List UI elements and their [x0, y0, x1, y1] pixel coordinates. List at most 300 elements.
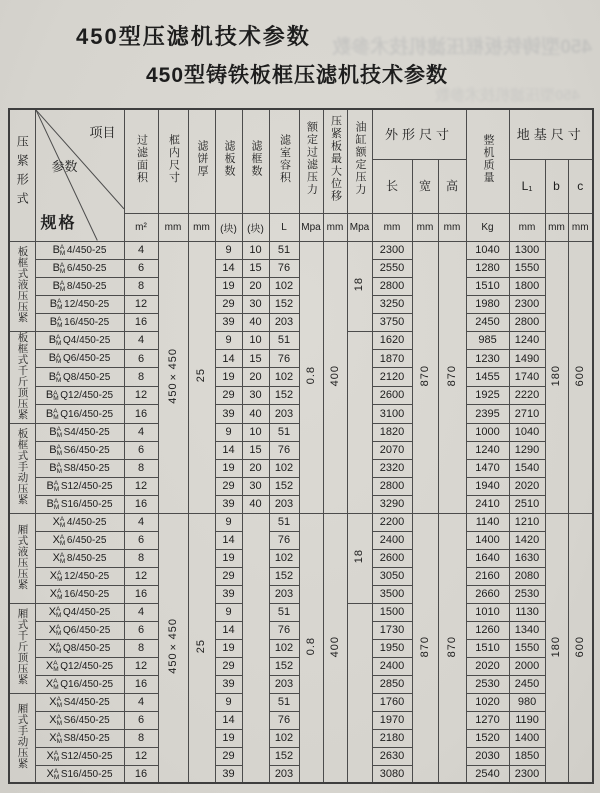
l1-cell — [509, 675, 545, 693]
length-cell — [372, 585, 412, 603]
weight-cell-value: 1980 — [475, 298, 500, 310]
length-cell — [372, 259, 412, 277]
model-code: Q12/450-25 — [60, 660, 114, 672]
model-prefix: X — [45, 677, 54, 690]
weight-cell — [466, 241, 509, 259]
model-prefix: B — [46, 479, 54, 492]
filter-area-cell — [124, 765, 158, 783]
filter-area-cell — [124, 241, 158, 259]
model-sup: A — [53, 408, 58, 416]
plate-count-cell-value: 39 — [222, 588, 235, 600]
chamber-volume-cell-value: 152 — [274, 389, 294, 402]
l1-cell — [509, 241, 545, 259]
frame-inner-size-cell-value: 450×450 — [166, 618, 179, 675]
model-code: 6/450-25 — [66, 534, 107, 546]
model-prefix: B — [48, 352, 57, 365]
weight-cell-value: 1520 — [475, 732, 500, 744]
chamber-volume-cell — [269, 368, 299, 386]
weight-cell — [466, 441, 509, 459]
table-row — [9, 513, 593, 531]
model-sup-sub — [60, 535, 67, 546]
weight-cell-value: 1510 — [475, 642, 500, 654]
l1-cell — [509, 277, 545, 295]
model-code: Q16/450-25 — [60, 678, 114, 690]
group-press-form-cell — [9, 603, 35, 693]
group-press-form-cell — [9, 241, 35, 331]
foundation-c-cell-value: 600 — [573, 635, 586, 657]
length-cell-value: 2630 — [379, 750, 405, 762]
weight-cell — [466, 295, 509, 313]
filter-area-cell-value: 8 — [137, 732, 145, 744]
filter-area-cell — [124, 386, 158, 404]
length-cell-value: 1870 — [379, 352, 405, 365]
length-cell-value: 1500 — [379, 606, 405, 618]
model-sup-sub — [60, 553, 67, 564]
group-press-form-cell — [9, 693, 35, 783]
filter-area-cell-value: 6 — [137, 534, 145, 546]
length-cell-value: 2850 — [379, 678, 405, 690]
chamber-volume-cell-value: 203 — [274, 407, 294, 420]
weight-cell — [466, 513, 509, 531]
frame-count-cell-value: 40 — [249, 407, 262, 420]
cylinder-pressure-cell-value: 18 — [353, 277, 365, 292]
corner-label-spec: 规格 — [40, 214, 77, 232]
model-sup-sub — [54, 499, 61, 510]
frame-count-cell-value: 15 — [249, 444, 262, 456]
cylinder-pressure-cell-value: 18 — [353, 549, 365, 564]
plate-count-cell — [215, 495, 242, 513]
length-cell-value: 1950 — [379, 642, 405, 654]
length-cell-value: 3500 — [379, 588, 405, 600]
group-press-form-cell-value: 厢式千斤顶压紧 — [16, 608, 29, 685]
filter-area-cell-value: 6 — [137, 714, 145, 726]
plate-count-cell-value: 14 — [222, 534, 235, 546]
filter-area-cell-value: 4 — [137, 516, 145, 528]
model-prefix: B — [49, 425, 57, 438]
length-cell-value: 2550 — [379, 262, 405, 274]
length-cell — [372, 747, 412, 765]
plate-count-cell-value: 29 — [222, 750, 235, 762]
model-cell — [35, 368, 124, 386]
filter-area-cell-value: 12 — [134, 480, 148, 492]
l1-cell-value: 1300 — [514, 244, 540, 256]
model-cell — [35, 765, 124, 783]
outline-size-header: 外形尺寸 — [372, 109, 466, 159]
length-cell-value: 1730 — [379, 624, 405, 636]
length-cell — [372, 459, 412, 477]
weight-cell-value: 985 — [478, 334, 497, 347]
plate-count-cell — [215, 657, 242, 675]
model-sub: M — [56, 449, 63, 457]
weight-cell — [466, 639, 509, 657]
chamber-volume-cell — [269, 603, 299, 621]
weight-cell-value: 1000 — [475, 426, 500, 438]
frame-count-cell — [242, 477, 269, 495]
model-prefix: X — [52, 551, 60, 564]
l1-cell-value: 980 — [517, 696, 537, 708]
model-code: S16/450-25 — [60, 498, 113, 510]
filter-area-cell-value: 6 — [137, 444, 145, 456]
l1-cell — [509, 621, 545, 639]
plate-count-cell — [215, 549, 242, 567]
plate-count-cell-value: 14 — [222, 624, 235, 636]
chamber-volume-cell — [269, 441, 299, 459]
model-sup: A — [57, 588, 62, 596]
plate-count-cell-value: 9 — [225, 696, 232, 708]
l1-cell — [509, 259, 545, 277]
frame-count-cell — [242, 349, 269, 367]
l1-cell — [509, 349, 545, 367]
unit-b: mm — [545, 213, 568, 241]
cake-thickness-cell-value: 25 — [195, 368, 207, 383]
chamber-volume-cell-value: 152 — [274, 660, 294, 672]
length-cell — [372, 639, 412, 657]
model-sub: M — [59, 539, 66, 547]
length-cell-value: 2180 — [379, 732, 405, 744]
length-cell — [372, 657, 412, 675]
l1-cell — [509, 368, 545, 386]
height-cell — [438, 513, 466, 783]
weight-cell — [466, 531, 509, 549]
weight-cell — [466, 405, 509, 423]
model-sup: A — [53, 498, 59, 506]
weight-cell-value: 1925 — [475, 389, 500, 402]
model-prefix: X — [48, 623, 57, 636]
max-travel-cell-value: 400 — [328, 364, 341, 387]
weight-cell — [466, 657, 509, 675]
plate-count-cell-value: 14 — [222, 352, 235, 365]
frame-count-cell-value: 20 — [249, 280, 262, 292]
filter-area-cell — [124, 477, 158, 495]
filter-area-cell — [124, 459, 158, 477]
length-cell-value: 2600 — [379, 389, 405, 402]
weight-cell-value: 2020 — [475, 660, 500, 672]
weight-cell — [466, 368, 509, 386]
length-cell-value: 2200 — [379, 516, 405, 528]
weight-cell-value: 1240 — [475, 444, 500, 456]
model-code: S12/450-25 — [60, 480, 113, 492]
length-cell — [372, 711, 412, 729]
model-sub: M — [57, 593, 63, 601]
group-press-form-cell-value: 板框式手动压紧 — [16, 428, 29, 505]
rated-pressure-cell — [299, 513, 323, 783]
filter-area-cell-value: 8 — [137, 280, 145, 292]
weight-cell-value: 2030 — [475, 750, 500, 762]
model-cell — [35, 639, 124, 657]
chamber-volume-cell-value: 203 — [274, 588, 294, 600]
model-cell — [35, 513, 124, 531]
plate-count-cell-value: 39 — [222, 498, 235, 510]
unit-cyl-pressure: Mpa — [347, 213, 372, 241]
l1-cell — [509, 729, 545, 747]
chamber-volume-cell — [269, 675, 299, 693]
model-prefix: B — [49, 297, 58, 310]
filter-area-cell-value: 16 — [134, 678, 148, 690]
chamber-volume-cell — [269, 405, 299, 423]
plate-count-cell-value: 39 — [222, 678, 235, 690]
chamber-volume-cell-value: 51 — [277, 696, 291, 708]
weight-cell-value: 1010 — [475, 606, 500, 618]
chamber-volume-cell-value: 51 — [277, 516, 291, 528]
model-prefix: X — [45, 659, 54, 672]
height-cell — [438, 241, 466, 513]
weight-cell-value: 1940 — [475, 480, 500, 492]
model-sup: A — [56, 624, 61, 632]
l1-cell-value: 1550 — [514, 262, 540, 274]
cake-thickness-header: 滤饼厚 — [188, 109, 215, 213]
frame-count-cell — [242, 386, 269, 404]
l1-cell-value: 1240 — [514, 334, 540, 347]
l1-cell-value: 1490 — [514, 352, 540, 365]
weight-cell — [466, 459, 509, 477]
group-press-form-cell-value: 板框式千斤顶压紧 — [16, 331, 29, 420]
model-cell — [35, 747, 124, 765]
l1-cell-value: 2080 — [514, 570, 540, 582]
model-prefix: X — [46, 767, 54, 780]
l1-cell-value: 2800 — [514, 316, 540, 328]
rated-pressure-cell — [299, 241, 323, 513]
max-travel-header: 压紧板最大位移 — [323, 109, 347, 213]
group-press-form-cell — [9, 423, 35, 513]
weight-cell-value: 1020 — [475, 696, 500, 708]
model-sub: M — [56, 611, 62, 619]
weight-cell-value: 2450 — [475, 316, 500, 328]
l1-cell-value: 1040 — [514, 426, 540, 438]
model-code: S6/450-25 — [63, 444, 110, 456]
weight-cell — [466, 603, 509, 621]
frame-count-header: 滤框数 — [242, 109, 269, 213]
model-prefix: B — [45, 389, 54, 402]
chamber-volume-cell-value: 76 — [277, 262, 291, 274]
length-cell-value: 1820 — [379, 426, 405, 438]
model-prefix: X — [48, 605, 57, 618]
chamber-volume-cell — [269, 747, 299, 765]
chamber-volume-cell-value: 76 — [277, 444, 291, 456]
model-sup-sub — [56, 625, 63, 636]
frame-count-cell — [242, 313, 269, 331]
model-sup-sub — [54, 481, 61, 492]
plate-count-cell — [215, 675, 242, 693]
model-sup: A — [59, 262, 65, 270]
weight-cell — [466, 477, 509, 495]
plate-count-cell — [215, 386, 242, 404]
l1-cell — [509, 567, 545, 585]
length-cell — [372, 368, 412, 386]
model-sub: M — [56, 376, 62, 384]
group-press-form-cell — [9, 513, 35, 603]
model-sub: M — [56, 339, 62, 347]
length-cell — [372, 423, 412, 441]
spec-table — [8, 108, 594, 784]
length-cell-value: 2400 — [379, 534, 405, 546]
press-form-header — [9, 109, 35, 241]
length-cell — [372, 567, 412, 585]
filter-area-cell — [124, 331, 158, 349]
model-prefix: X — [49, 569, 58, 582]
chamber-volume-cell — [269, 259, 299, 277]
model-sub: M — [56, 719, 63, 727]
l1-cell-value: 2710 — [514, 407, 540, 420]
unit-max-travel: mm — [323, 213, 347, 241]
filter-area-header: 过滤面积 — [124, 109, 158, 213]
length-cell-value: 2070 — [379, 444, 405, 456]
length-cell — [372, 549, 412, 567]
model-cell — [35, 459, 124, 477]
plate-count-cell-value: 9 — [225, 426, 232, 438]
chamber-volume-cell-value: 51 — [277, 334, 291, 347]
model-sub: M — [53, 503, 60, 511]
l1-cell-value: 1130 — [515, 606, 539, 618]
model-code: 8/450-25 — [66, 280, 107, 292]
filter-area-cell-value: 6 — [137, 262, 145, 274]
model-prefix: B — [48, 333, 57, 346]
weight-cell-value: 2530 — [475, 678, 500, 690]
table-row — [9, 241, 593, 259]
model-code: Q12/450-25 — [60, 390, 114, 402]
model-code: 4/450-25 — [66, 516, 107, 528]
model-code: Q4/450-25 — [63, 334, 111, 346]
frame-count-cell-value: 10 — [249, 244, 262, 256]
model-sup-sub — [56, 643, 63, 654]
model-cell — [35, 441, 124, 459]
model-prefix: X — [46, 749, 54, 762]
frame-count-cell-value: 20 — [249, 370, 262, 383]
filter-area-cell — [124, 567, 158, 585]
length-cell — [372, 621, 412, 639]
model-code: S4/450-25 — [63, 696, 110, 708]
corner-label-item: 项目 — [89, 125, 116, 140]
model-code: Q6/450-25 — [63, 353, 111, 365]
l1-cell — [509, 423, 545, 441]
weight-cell-value: 1510 — [475, 280, 500, 292]
length-cell-value: 3750 — [379, 316, 405, 328]
corner-header — [35, 109, 124, 241]
model-prefix: B — [49, 461, 57, 474]
model-cell — [35, 585, 124, 603]
plate-count-cell — [215, 423, 242, 441]
rated-pressure-cell-value: 0.8 — [304, 366, 317, 385]
chamber-volume-cell — [269, 531, 299, 549]
model-prefix: B — [52, 261, 60, 274]
model-cell — [35, 477, 124, 495]
model-sup-sub — [56, 372, 63, 383]
model-cell — [35, 423, 124, 441]
width-cell-value: 870 — [418, 364, 431, 387]
cylinder-pressure-cell — [347, 241, 372, 331]
length-cell — [372, 477, 412, 495]
length-cell — [372, 765, 412, 783]
chamber-volume-cell-value: 203 — [274, 316, 294, 328]
model-code: S6/450-25 — [63, 714, 110, 726]
plate-count-cell-value: 9 — [225, 606, 232, 618]
machine-weight-header: 整机质量 — [466, 109, 509, 213]
filter-area-cell-value: 16 — [134, 316, 148, 328]
l1-cell — [509, 585, 545, 603]
frame-inner-size-cell — [158, 241, 188, 513]
weight-cell — [466, 711, 509, 729]
unit-height: mm — [438, 213, 466, 241]
page-title: 450型压滤机技术参数 — [76, 24, 311, 49]
model-sub: M — [53, 395, 59, 403]
length-cell-value: 2320 — [379, 462, 405, 474]
model-prefix: X — [48, 641, 57, 654]
length-cell-value: 3250 — [379, 298, 405, 310]
unit-width: mm — [412, 213, 438, 241]
length-cell — [372, 693, 412, 711]
unit-filter-area: m² — [124, 213, 158, 241]
length-cell — [372, 386, 412, 404]
model-sub: M — [53, 485, 60, 493]
filter-area-cell — [124, 513, 158, 531]
weight-cell — [466, 349, 509, 367]
plate-count-cell-value: 29 — [222, 570, 235, 582]
outline-width-header: 宽 — [412, 159, 438, 213]
model-prefix: B — [46, 497, 54, 510]
foundation-b-cell — [545, 241, 568, 513]
model-code: Q4/450-25 — [63, 606, 111, 618]
model-code: 12/450-25 — [64, 570, 110, 582]
plate-count-cell — [215, 585, 242, 603]
filter-area-cell-value: 12 — [134, 570, 148, 582]
group-press-form-cell-value: 板框式液压压紧 — [16, 246, 29, 323]
filter-area-cell — [124, 441, 158, 459]
cylinder-pressure-cell — [347, 513, 372, 603]
model-sup: A — [56, 696, 61, 704]
length-cell-value: 2800 — [379, 480, 405, 492]
cylinder-pressure-header: 油缸额定压力 — [347, 109, 372, 213]
weight-cell — [466, 765, 509, 783]
filter-area-cell — [124, 495, 158, 513]
outline-length-header: 长 — [372, 159, 412, 213]
weight-cell — [466, 259, 509, 277]
weight-cell-value: 1470 — [475, 462, 500, 474]
length-cell-value: 3050 — [379, 570, 405, 582]
unit-weight: Kg — [466, 213, 509, 241]
filter-area-cell-value: 12 — [134, 389, 148, 402]
chamber-volume-cell — [269, 241, 299, 259]
chamber-volume-cell — [269, 331, 299, 349]
group-press-form-cell-value: 厢式液压压紧 — [16, 523, 29, 590]
weight-cell-value: 1260 — [475, 624, 500, 636]
chamber-volume-cell-value: 152 — [274, 750, 294, 762]
l1-cell-value: 1800 — [514, 280, 540, 292]
chamber-volume-cell-value: 102 — [274, 370, 294, 383]
frame-count-cell — [242, 368, 269, 386]
weight-cell-value: 1270 — [475, 714, 500, 726]
model-sup: A — [57, 298, 62, 306]
plate-count-cell — [215, 241, 242, 259]
model-sup: A — [53, 480, 59, 488]
corner-label-param: 参数 — [51, 159, 78, 174]
filter-area-cell — [124, 313, 158, 331]
filter-area-cell — [124, 277, 158, 295]
model-sub: M — [56, 647, 62, 655]
filter-area-cell — [124, 675, 158, 693]
plate-count-cell — [215, 531, 242, 549]
length-cell-value: 1970 — [379, 714, 405, 726]
plate-count-cell-value: 19 — [222, 462, 235, 474]
weight-cell — [466, 423, 509, 441]
cylinder-pressure-empty-cell — [347, 331, 372, 513]
length-cell — [372, 729, 412, 747]
length-cell — [372, 495, 412, 513]
chamber-volume-cell — [269, 459, 299, 477]
plate-count-header: 滤板数 — [215, 109, 242, 213]
chamber-volume-cell-value: 76 — [277, 352, 291, 365]
chamber-volume-cell-value: 102 — [274, 280, 294, 292]
weight-cell — [466, 386, 509, 404]
frame-count-cell — [242, 331, 269, 349]
